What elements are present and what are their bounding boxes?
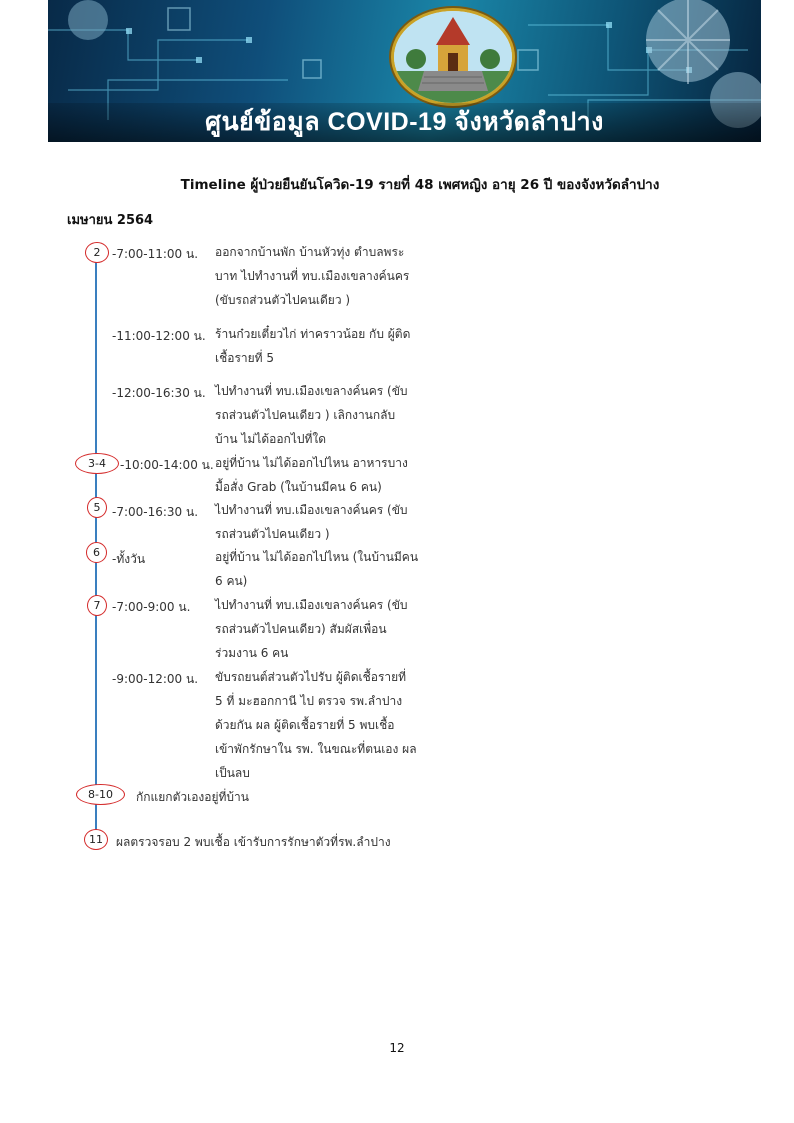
entry-description: [215, 545, 418, 593]
entry-description: [215, 379, 408, 451]
description-line: ร่วมงาน 6 คน: [215, 646, 289, 660]
description-line: อยู่ที่บ้าน ไม่ได้ออกไปไหน อาหารบาง: [215, 456, 408, 470]
description-line: รถส่วนตัวไปคนเดียว ) เลิกงานกลับ: [215, 408, 396, 422]
entry-time: -10:00-14:00 น.: [120, 458, 214, 472]
entry-description: [215, 451, 408, 499]
day-marker: 5: [87, 497, 107, 518]
description-line: ไปทำงานที่ ทบ.เมืองเขลางค์นคร (ขับ: [215, 598, 408, 612]
entry-time: -7:00-16:30 น.: [112, 505, 199, 519]
description-line: รถส่วนตัวไปคนเดียว ): [215, 527, 330, 541]
entry-description: [215, 593, 408, 665]
description-line: ไปทำงานที่ ทบ.เมืองเขลางค์นคร (ขับ: [215, 384, 408, 398]
entry-description: [215, 322, 410, 370]
entry-time: -7:00-9:00 น.: [112, 600, 191, 614]
entry-description: [215, 665, 417, 785]
day-marker: 2: [85, 242, 109, 263]
entry-time: -9:00-12:00 น.: [112, 672, 199, 686]
description-line: เป็นลบ: [215, 766, 250, 780]
day-marker: 8-10: [76, 784, 125, 805]
description-line: บ้าน ไม่ได้ออกไปที่ใด: [215, 432, 327, 446]
entry-description: [215, 498, 408, 546]
entry-time: กักแยกตัวเองอยู่ที่บ้าน: [136, 790, 249, 804]
entry-time: -11:00-12:00 น.: [112, 329, 206, 343]
day-marker: 11: [84, 829, 108, 850]
description-line: (ขับรถส่วนตัวไปคนเดียว ): [215, 293, 351, 307]
entry-time: -7:00-11:00 น.: [112, 247, 199, 261]
description-line: ร้านก๋วยเตี๋ยวไก่ ท่าคราวน้อย กับ ผู้ติด: [215, 327, 411, 341]
description-line: ไปทำงานที่ ทบ.เมืองเขลางค์นคร (ขับ: [215, 503, 408, 517]
description-line: มื้อสั่ง Grab (ในบ้านมีคน 6 คน): [215, 480, 382, 494]
description-line: เชื้อรายที่ 5: [215, 351, 275, 365]
description-line: ด้วยกัน ผล ผู้ติดเชื้อรายที่ 5 พบเชื้อ: [215, 718, 395, 732]
page-number: 12: [389, 1041, 405, 1055]
day-marker: 3-4: [75, 453, 119, 474]
description-line: ขับรถยนต์ส่วนตัวไปรับ ผู้ติดเชื้อรายที่: [215, 670, 407, 684]
description-line: อยู่ที่บ้าน ไม่ได้ออกไปไหน (ในบ้านมีคน: [215, 550, 419, 564]
entry-time: ผลตรวจรอบ 2 พบเชื้อ เข้ารับการรักษาตัวที่รพ.ลำปาง: [116, 835, 391, 849]
province-seal-logo: [391, 8, 515, 106]
entry-time: -12:00-16:30 น.: [112, 386, 206, 400]
description-line: 5 ที่ มะฮอกกานี ไป ตรวจ รพ.ลำปาง: [215, 694, 403, 708]
month-heading: เมษายน 2564: [67, 213, 154, 228]
banner-title: ศูนย์ข้อมูล COVID-19 จังหวัดลำปาง: [48, 103, 761, 142]
description-line: ออกจากบ้านพัก บ้านหัวทุ่ง ตำบลพระ: [215, 245, 405, 259]
description-line: บาท ไปทำงานที่ ทบ.เมืองเขลางค์นคร: [215, 269, 410, 283]
entry-description: [215, 240, 409, 312]
document-title: Timeline ผู้ป่วยยืนยันโควิด-19 รายที่ 48 เพศหญิง อายุ 26 ปี ของจังหวัดลำปาง: [180, 177, 660, 193]
entry-time: -ทั้งวัน: [112, 552, 146, 566]
description-line: เข้าพักรักษาใน รพ. ในขณะที่ตนเอง ผล: [215, 742, 417, 756]
day-marker: 7: [87, 595, 107, 616]
description-line: 6 คน): [215, 574, 248, 588]
description-line: รถส่วนตัวไปคนเดียว) สัมผัสเพื่อน: [215, 622, 387, 636]
header-banner: [48, 0, 761, 142]
day-marker: 6: [86, 542, 107, 563]
